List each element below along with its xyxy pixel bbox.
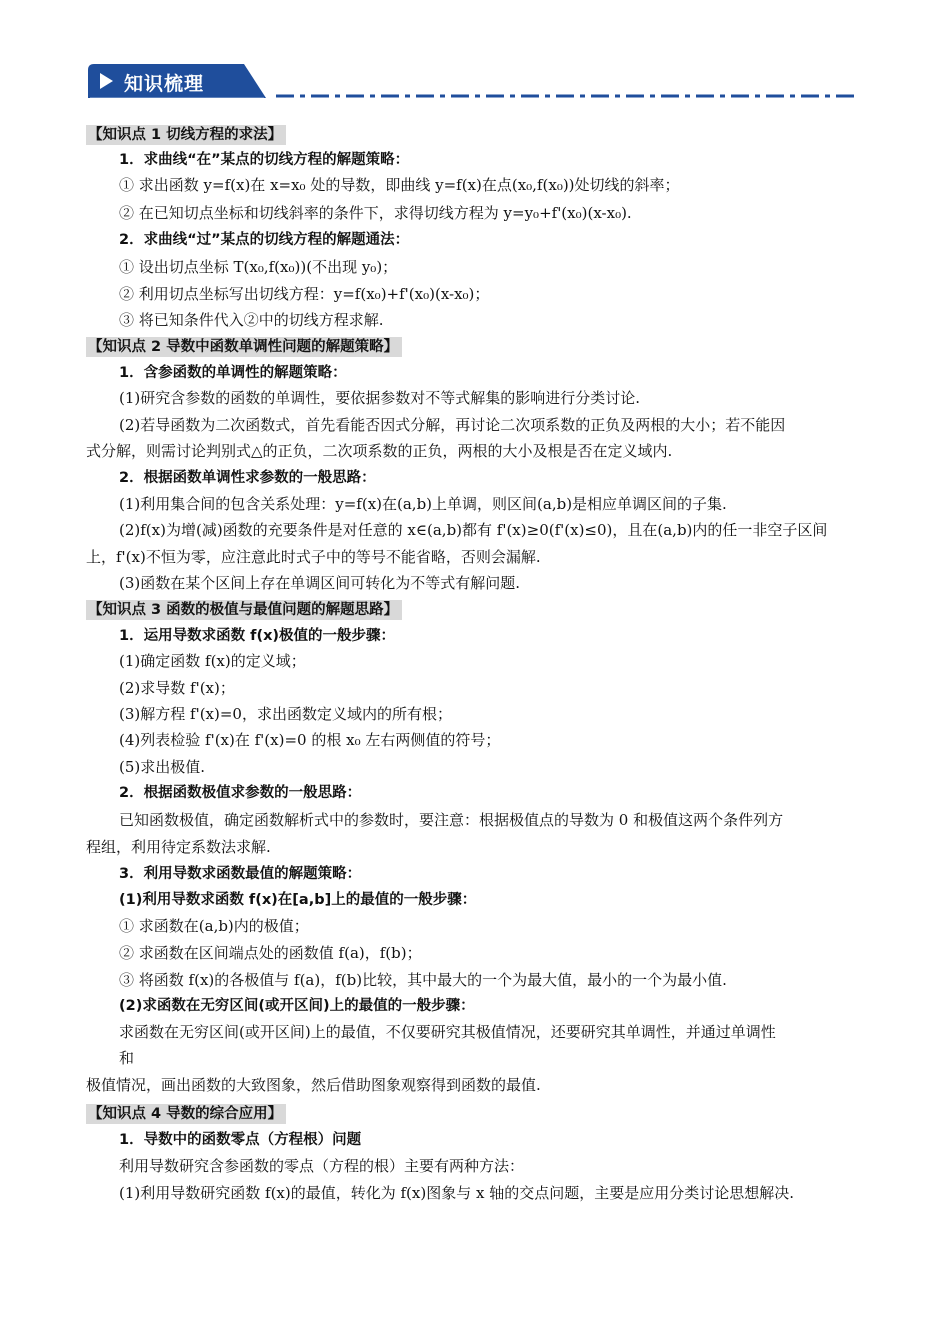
paragraph-line: 和: [119, 1049, 135, 1067]
subheading: 2．求曲线“过”某点的切线方程的解题通法：: [119, 232, 410, 248]
paragraph-line: 求函数在无穷区间(或开区间)上的最值，不仅要研究其极值情况，还要研究其单调性，并通过单调性: [119, 1023, 776, 1041]
section-heading: 【知识点 2 导数中函数单调性问题的解题策略】: [86, 337, 402, 357]
paragraph-line: (2)f(x)为增(减)函数的充要条件是对任意的 x∈(a,b)都有 f'(x)≥0(f'(x)≤0)，且在(a,b)内的任一非空子区间: [119, 521, 828, 539]
paragraph-line: ② 在已知切点坐标和切线斜率的条件下，求得切线方程为 y=y₀+f'(x₀)(x-x₀).: [119, 204, 632, 222]
paragraph-line: (3)函数在某个区间上存在单调区间可转化为不等式有解问题.: [119, 574, 521, 592]
paragraph-line: (2)求导数 f'(x)；: [119, 679, 235, 697]
paragraph-line: (5)求出极值.: [119, 758, 206, 776]
paragraph-line: 已知函数极值，确定函数解析式中的参数时，要注意：根据极值点的导数为 0 和极值这两个条件列方: [119, 811, 784, 829]
paragraph-line: ① 求出函数 y=f(x)在 x=x₀ 处的导数，即曲线 y=f(x)在点(x₀,f(x₀))处切线的斜率；: [119, 176, 680, 194]
subheading: 1．导数中的函数零点（方程根）问题: [119, 1132, 362, 1148]
paragraph-line: (1)确定函数 f(x)的定义域；: [119, 652, 306, 670]
section-heading: 【知识点 1 切线方程的求法】: [86, 125, 286, 145]
paragraph-line: 程组，利用待定系数法求解.: [86, 838, 271, 856]
decorative-dash-line: [276, 94, 860, 98]
paragraph-line: (1)研究含参数的函数的单调性，要依据参数对不等式解集的影响进行分类讨论.: [119, 389, 641, 407]
paragraph-line: 式分解，则需讨论判别式△的正负，二次项系数的正负，两根的大小及根是否在定义域内.: [86, 442, 673, 460]
subheading: 3．利用导数求函数最值的解题策略：: [119, 866, 362, 882]
section-banner: [88, 64, 266, 98]
section-heading: 【知识点 4 导数的综合应用】: [86, 1104, 286, 1124]
section-heading: 【知识点 3 函数的极值与最值问题的解题思路】: [86, 600, 402, 620]
paragraph-line: (2)若导函数为二次函数式，首先看能否因式分解，再讨论二次项系数的正负及两根的大小；若不能因: [119, 416, 786, 434]
paragraph-line: 上，f'(x)不恒为零，应注意此时式子中的等号不能省略，否则会漏解.: [86, 548, 541, 566]
paragraph-line: ② 利用切点坐标写出切线方程：y=f(x₀)+f'(x₀)(x-x₀)；: [119, 285, 490, 303]
subheading: 1．求曲线“在”某点的切线方程的解题策略：: [119, 152, 410, 168]
subheading: 1．运用导数求函数 f(x)极值的一般步骤：: [119, 628, 396, 644]
paragraph-line: ① 求函数在(a,b)内的极值；: [119, 917, 309, 935]
subheading: 1．含参函数的单调性的解题策略：: [119, 365, 347, 381]
banner-title: 知识梳理: [124, 73, 205, 95]
paragraph-line: (3)解方程 f'(x)=0，求出函数定义域内的所有根；: [119, 705, 452, 723]
paragraph-line: ② 求函数在区间端点处的函数值 f(a)，f(b)；: [119, 944, 422, 962]
paragraph-line: 极值情况，画出函数的大致图象，然后借助图象观察得到函数的最值.: [86, 1076, 541, 1094]
paragraph-line: (1)利用集合间的包含关系处理：y=f(x)在(a,b)上单调，则区间(a,b)是相应单调区间的子集.: [119, 495, 727, 513]
paragraph-line: 利用导数研究含参函数的零点（方程的根）主要有两种方法：: [119, 1157, 525, 1175]
paragraph-line: ③ 将已知条件代入②中的切线方程求解.: [119, 311, 384, 329]
paragraph-line: ③ 将函数 f(x)的各极值与 f(a)，f(b)比较，其中最大的一个为最大值，最小的一个为最小值.: [119, 971, 727, 989]
play-triangle-icon: [100, 73, 113, 89]
paragraph-line: (1)利用导数研究函数 f(x)的最值，转化为 f(x)图象与 x 轴的交点问题，主要是应用分类讨论思想解决.: [119, 1184, 794, 1202]
subheading: 2．根据函数极值求参数的一般思路：: [119, 785, 362, 801]
subheading: 2．根据函数单调性求参数的一般思路：: [119, 470, 376, 486]
paragraph-line: ① 设出切点坐标 T(x₀,f(x₀))(不出现 y₀)；: [119, 258, 398, 276]
subheading: (2)求函数在无穷区间(或开区间)上的最值的一般步骤：: [119, 998, 475, 1014]
paragraph-line: (4)列表检验 f'(x)在 f'(x)=0 的根 x₀ 左右两侧值的符号；: [119, 731, 501, 749]
subheading: (1)利用导数求函数 f(x)在[a,b]上的最值的一般步骤：: [119, 892, 477, 908]
